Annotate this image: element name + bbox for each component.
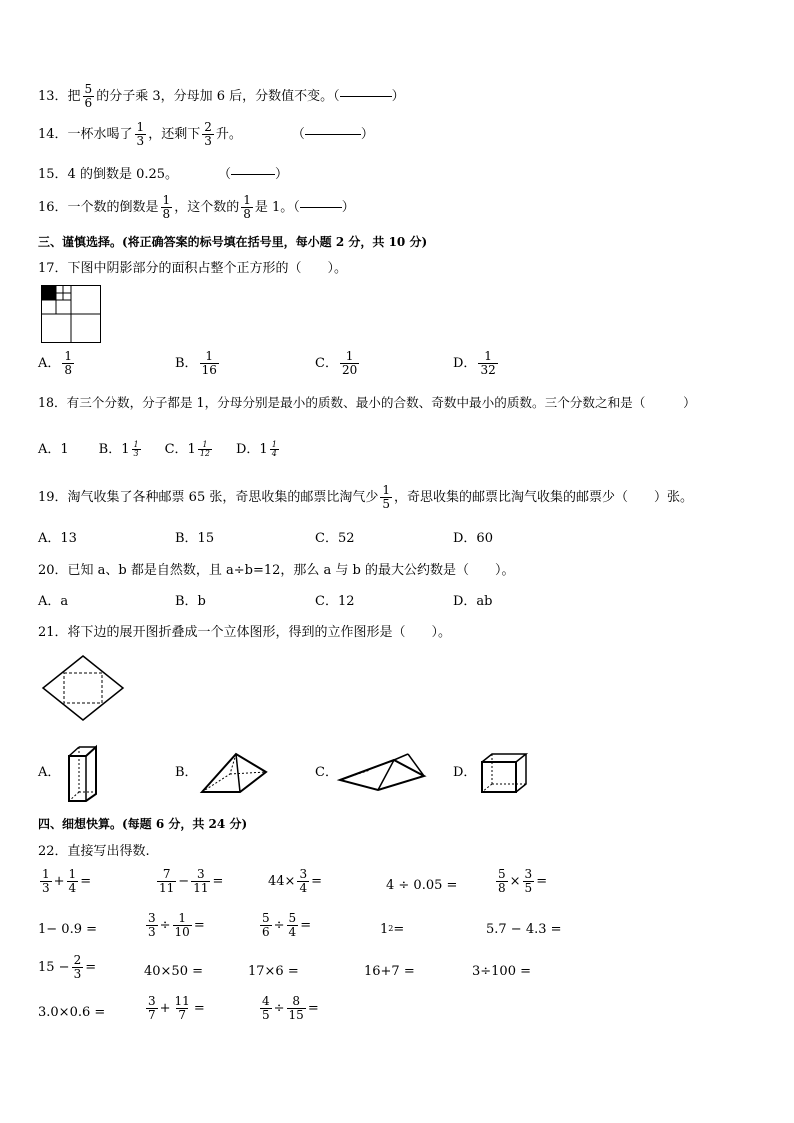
q21-option-b[interactable]: B． — [175, 765, 198, 780]
q17-option-a[interactable]: A． $\frac{1}{8}$ — [38, 349, 73, 377]
q20-option-d[interactable]: D．ab — [453, 594, 493, 609]
q17-text: 17．下图中阴影部分的面积占整个正方形的（ ）。 — [38, 261, 348, 276]
q22-expr-1-3: 44× $\frac{3}{4}$ = — [268, 867, 322, 895]
q13-text-rest: 的分子乘 3，分母加 6 后，分数值不变。（ — [96, 88, 340, 104]
q19-fraction: $\frac{1}{5}$ — [382, 483, 390, 511]
answer-blank[interactable] — [231, 174, 275, 175]
shaded-square — [42, 286, 57, 301]
q22-expr-2-2: $\frac{3}{3}$ ÷ $\frac{1}{10}$ = — [148, 911, 205, 939]
answer-blank[interactable] — [300, 207, 342, 208]
answer-blank[interactable] — [340, 96, 392, 97]
q21-option-a-prism-figure — [66, 744, 102, 802]
q17-grid-figure — [41, 285, 102, 344]
q14-text: 14．一杯水喝了 — [38, 126, 133, 142]
question-14: 14．一杯水喝了 $\frac{1}{3}$ ，还剩下 $\frac{2}{3}$ 升。 （ ） — [38, 120, 374, 148]
question-16: 16．一个数的倒数是 $\frac{1}{8}$ ，这个数的 $\frac{1}{8}$ 是 1。（ ） — [38, 193, 355, 221]
q14-fraction-1: $\frac{1}{3}$ — [136, 120, 145, 148]
q18-options — [38, 441, 281, 459]
q21-net-figure — [42, 655, 124, 721]
q16-fraction-1: $\frac{1}{8}$ — [162, 193, 171, 221]
q21-option-d[interactable]: D． — [453, 765, 477, 780]
q22-expr-1-1: $\frac{1}{3}$ + $\frac{1}{4}$ = — [42, 867, 92, 895]
q19-text: 19．淘气收集了各种邮票 65 张，奇思收集的邮票比淘气少 — [38, 489, 379, 505]
section-4-heading: 四、细想快算。(每题 6 分，共 24 分) — [38, 817, 248, 831]
q14-fraction-2: $\frac{2}{3}$ — [204, 120, 212, 148]
question-19 — [38, 484, 693, 510]
q22-expr-3-2: 40×50 = — [144, 963, 204, 979]
q22-expr-3-4: 16+7 = — [364, 963, 415, 979]
q22-expr-2-5: 5.7 − 4.3 = — [486, 921, 562, 937]
q13-fraction: $\frac{5}{6}$ — [84, 82, 93, 110]
q22-expr-3-5: 3÷100 = — [472, 963, 532, 979]
q13-text: 13．把 — [38, 88, 81, 104]
q21-option-c[interactable]: C． — [315, 765, 338, 780]
q19-option-a[interactable]: A．13 — [38, 531, 77, 546]
q20-option-c[interactable]: C．12 — [315, 594, 355, 609]
q22-expr-3-3: 17×6 = — [248, 963, 299, 979]
q21-option-a[interactable]: A． — [38, 765, 61, 780]
q22-expr-4-2: $\frac{3}{7}$ + $\frac{11}{7}$ = — [148, 994, 205, 1022]
q22-expr-1-2: $\frac{7}{11}$ − $\frac{3}{11}$ = — [159, 867, 224, 895]
q20-option-a[interactable]: A．a — [38, 594, 69, 609]
question-15: 15．4 的倒数是 0.25。 （ ） — [38, 167, 289, 182]
q21-option-c-prism-figure — [338, 752, 426, 792]
answer-blank[interactable] — [305, 134, 361, 135]
q22-expr-4-3: $\frac{4}{5}$ ÷ $\frac{8}{15}$ = — [262, 994, 319, 1022]
q18-option-a[interactable]: A．1 — [38, 442, 69, 458]
q22-expr-2-4: 1 2 = — [380, 921, 405, 937]
q21-option-d-cube-figure — [480, 752, 530, 794]
q19-option-d[interactable]: D．60 — [453, 531, 493, 546]
q22-text: 22．直接写出得数. — [38, 844, 150, 859]
q22-expr-1-4: 4 ÷ 0.05 = — [386, 877, 458, 893]
q19-text-rest: ，奇思收集的邮票比淘气收集的邮票少（ ）张。 — [394, 489, 694, 505]
section-3-heading: 三、谨慎选择。(将正确答案的标号填在括号里，每小题 2 分，共 10 分) — [38, 235, 428, 249]
q20-text: 20．已知 a、b 都是自然数，且 a÷b=12，那么 a 与 b 的最大公约数是（ ）。 — [38, 563, 515, 578]
q17-option-b[interactable]: B． $\frac{1}{16}$ — [175, 349, 217, 377]
q18-option-d[interactable]: D．1 $\frac{1}{4}$ — [236, 440, 277, 459]
q19-option-b[interactable]: B．15 — [175, 531, 215, 546]
q15-text: 15．4 的倒数是 0.25。 — [38, 167, 179, 182]
q17-option-c[interactable]: C． $\frac{1}{20}$ — [315, 349, 358, 377]
question-13: 13．把 $\frac{5}{6}$ 的分子乘 3，分母加 6 后，分数值不变。（ ） — [38, 82, 405, 110]
q22-expr-4-1: 3.0×0.6 = — [38, 1004, 106, 1020]
q22-expr-3-1: 15 − $\frac{2}{3}$ = — [38, 953, 97, 981]
q22-expr-2-1: 1− 0.9 = — [38, 921, 97, 937]
q22-expr-2-3: $\frac{5}{6}$ ÷ $\frac{5}{4}$ = — [262, 911, 312, 939]
q21-text: 21．将下边的展开图折叠成一个立体图形，得到的立作图形是（ ）。 — [38, 625, 452, 640]
q16-text: 16．一个数的倒数是 — [38, 199, 159, 215]
q18-text: 18．有三个分数，分子都是 1，分母分别是最小的质数、最小的合数、奇数中最小的质数。三个分数之和是（ ） — [38, 395, 696, 410]
q20-option-b[interactable]: B．b — [175, 594, 206, 609]
q22-expr-1-5: $\frac{5}{8}$ × $\frac{3}{5}$ = — [498, 867, 548, 895]
q19-option-c[interactable]: C．52 — [315, 531, 355, 546]
q17-option-d[interactable]: D． $\frac{1}{32}$ — [453, 349, 496, 377]
q16-fraction-2: $\frac{1}{8}$ — [243, 193, 251, 221]
q18-option-c[interactable]: C．1 $\frac{1}{12}$ — [164, 440, 210, 459]
q21-option-b-pyramid-figure — [200, 752, 268, 794]
q18-option-b[interactable]: B．1 $\frac{1}{3}$ — [98, 440, 139, 459]
